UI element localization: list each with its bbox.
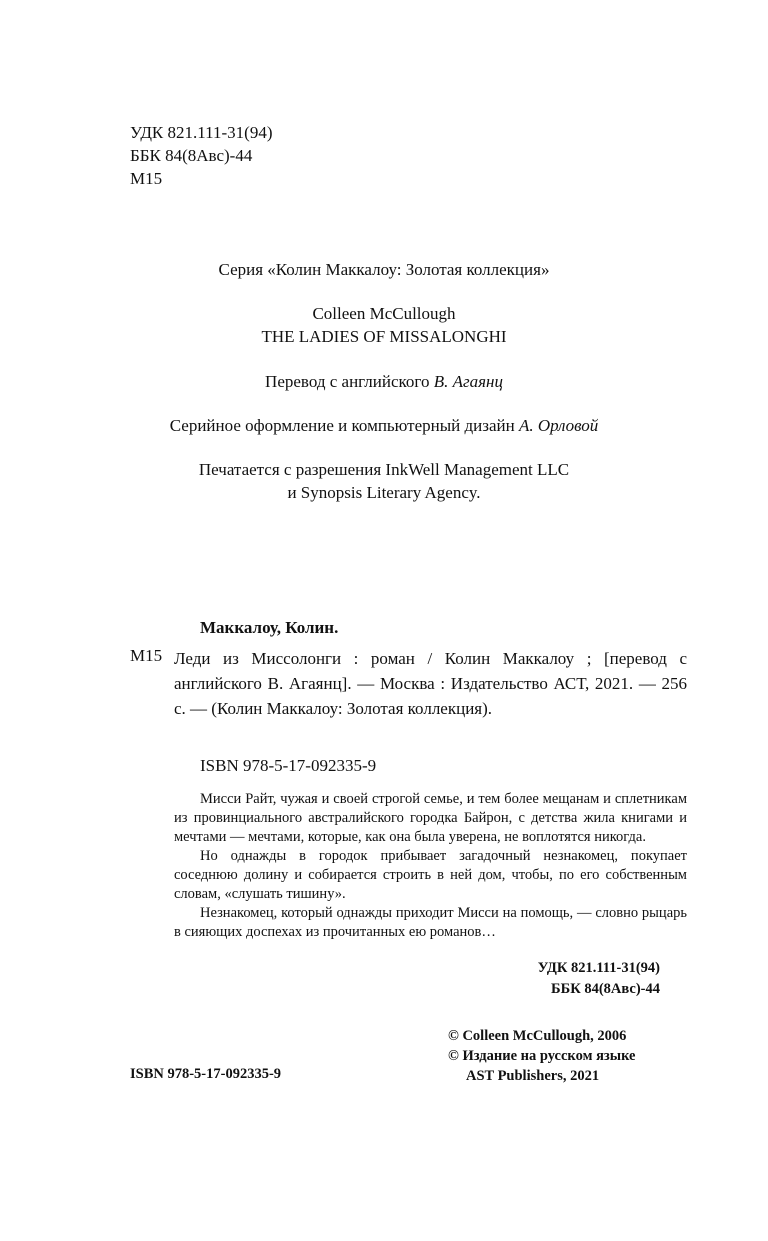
- original-credits: [0, 302, 768, 348]
- footer-isbn: ISBN 978-5-17-092335-9: [130, 1066, 282, 1082]
- design-prefix: Серийное оформление и компьютерный дизайн: [169, 416, 515, 435]
- design-line: [0, 414, 768, 437]
- original-title: THE LADIES OF MISSALONGHI: [261, 327, 507, 346]
- annotation: [174, 790, 687, 942]
- udk-header: [130, 121, 272, 190]
- record-description: Леди из Миссолонги : роман / Колин Маккалоу ; [перевод с английского В. Агаянц]. — Москва : Издательство АСТ, 2021. — 256 с. — (Колин Маккалоу: Золотая коллекция).: [174, 649, 687, 718]
- classification-block: [440, 958, 660, 1000]
- annotation-paragraph: Но однажды в городок прибывает загадочный незнакомец, покупает соседнюю долину и собирается строить в ней дом, чтобы, по его собственным словам, «слушать тишину».: [174, 848, 687, 902]
- classification-bbk: ББК 84(8Авс)-44: [551, 981, 660, 997]
- record-mark: М15: [130, 646, 163, 665]
- original-author: Colleen McCullough: [312, 304, 456, 323]
- permission-line-1: Печатается с разрешения InkWell Management LLC: [198, 460, 570, 479]
- copyright-publisher: AST Publishers, 2021: [466, 1068, 600, 1084]
- bbk-code: ББК 84(8Авс)-44: [130, 146, 253, 165]
- author-mark: М15: [130, 169, 163, 188]
- permission-line-2: и Synopsis Literary Agency.: [287, 483, 481, 502]
- copyright-author: © Colleen McCullough, 2006: [448, 1028, 627, 1044]
- record-isbn: ISBN 978-5-17-092335-9: [200, 756, 377, 775]
- translation-prefix: Перевод с английского: [265, 372, 430, 391]
- series-line: Серия «Колин Маккалоу: Золотая коллекция»: [218, 260, 550, 279]
- classification-udk: УДК 821.111-31(94): [537, 960, 660, 976]
- translator-name: В. Агаянц: [433, 372, 503, 391]
- udk-code: УДК 821.111-31(94): [130, 123, 273, 142]
- record-author-heading: Маккалоу, Колин.: [200, 618, 339, 637]
- designer-name: А. Орловой: [518, 416, 599, 435]
- annotation-paragraph: Мисси Райт, чужая и своей строгой семье, и тем более мещанам и сплетникам из провинциального австралийского городка Байрон, с детства жила книгами и мечтами — мечтами, которые, как она была уверена, не воплотятся никогда.: [174, 791, 687, 845]
- annotation-paragraph: Незнакомец, который однажды приходит Мисси на помощь, — словно рыцарь в сияющих доспехах из прочитанных ею романов…: [174, 905, 687, 940]
- copyright-block: [448, 1026, 636, 1086]
- permission-block: [0, 458, 768, 504]
- copyright-edition: © Издание на русском языке: [448, 1048, 636, 1064]
- translation-line: [0, 370, 768, 393]
